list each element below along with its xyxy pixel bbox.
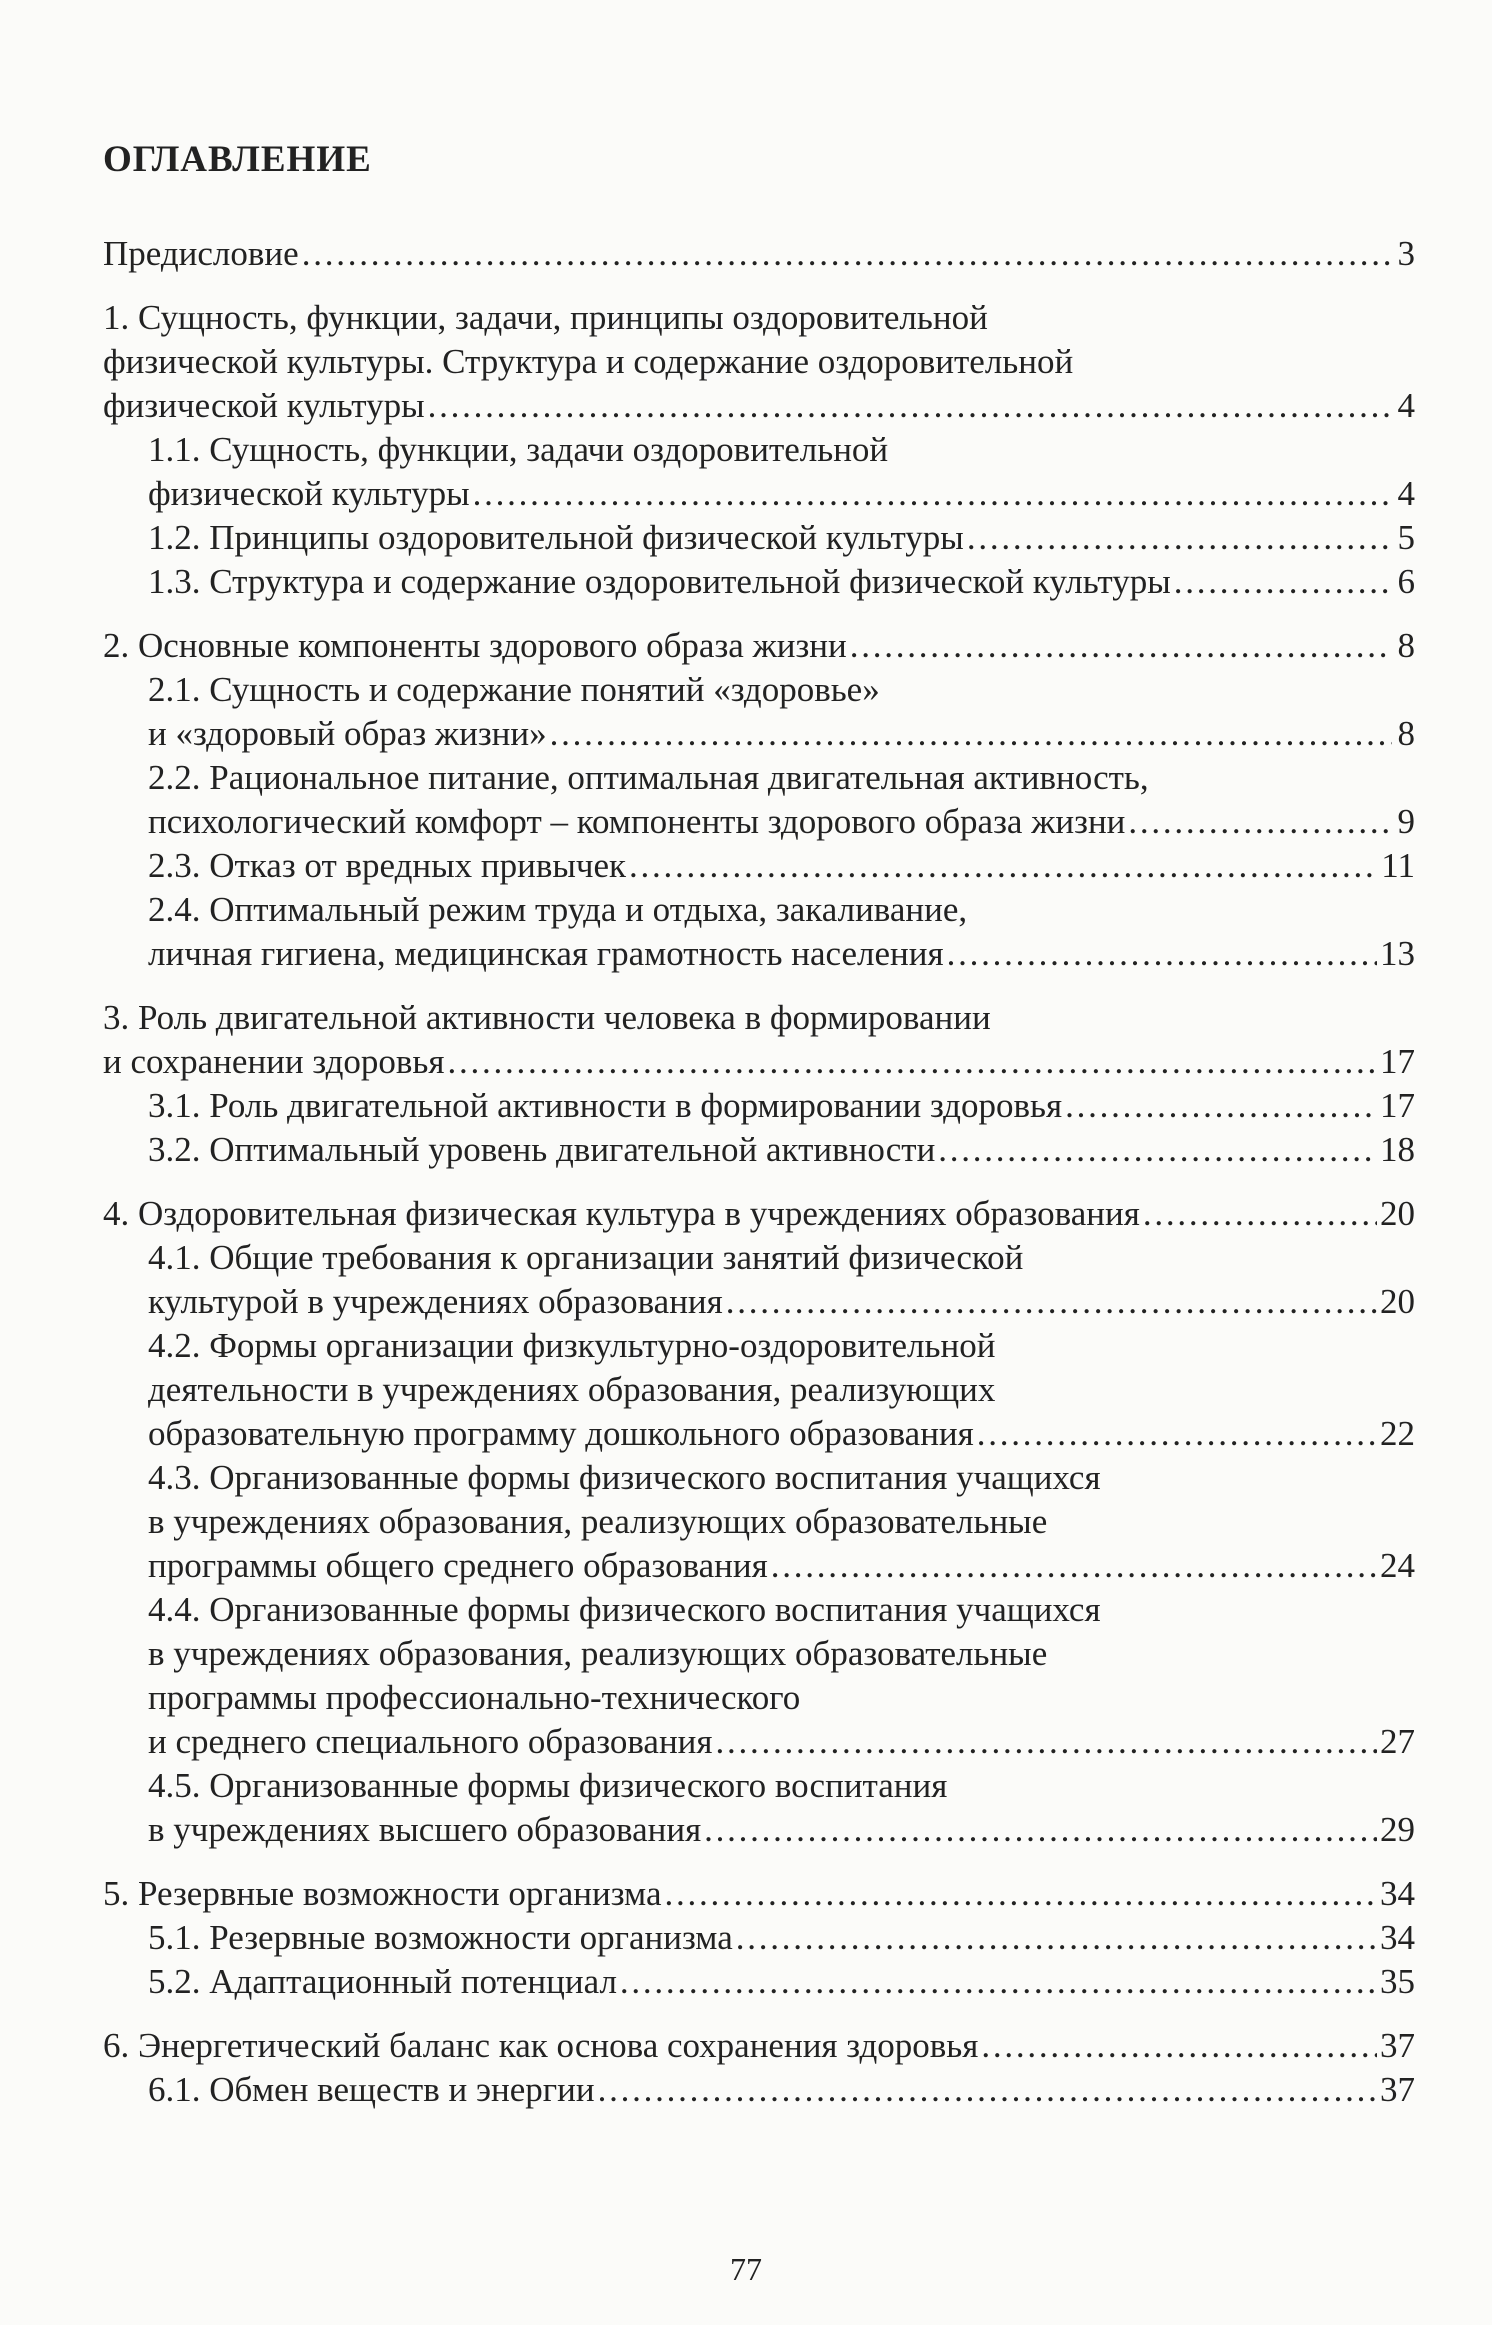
toc-entry-text: Предисловие [103,234,299,273]
toc-entry-text: 3. Роль двигательной активности человека в формировании [103,998,991,1037]
toc-entry-line [103,232,1415,276]
dot-leader [1065,1084,1377,1128]
dot-leader [967,516,1392,560]
toc-entry-text: 5.2. Адаптационный потенциал [148,1962,617,2001]
toc-entry [103,1764,1415,1852]
toc-entry-line [148,560,1415,604]
toc-entry-line [148,1280,1415,1324]
dot-leader [473,472,1392,516]
dot-leader [716,1720,1377,1764]
toc-entry-text: физической культуры [103,386,425,425]
toc-entry-text: 3.2. Оптимальный уровень двигательной активности [148,1130,936,1169]
toc-entry [103,232,1415,276]
toc-entry [103,1456,1415,1588]
toc-page-number: 34 [1380,1918,1415,1957]
toc-entry [103,668,1415,756]
toc-entry-text: 4.4. Организованные формы физического воспитания учащихся [148,1590,1101,1629]
toc-entry [103,1588,1415,1764]
dot-leader [938,1128,1377,1172]
toc-page-number: 9 [1397,802,1415,841]
toc-entry-text: 5.1. Резервные возможности организма [148,1918,733,1957]
toc-entry [103,1192,1415,1236]
toc-page-number: 6 [1397,562,1415,601]
toc-entry-text: программы общего среднего образования [148,1546,768,1585]
toc-entry-text: 1.1. Сущность, функции, задачи оздоровительной [148,430,889,469]
toc-page-number: 29 [1380,1810,1415,1849]
toc-entry-line [148,1916,1415,1960]
toc-entry-line [103,1192,1415,1236]
toc-entry [103,756,1415,844]
toc-entry-text: и «здоровый образ жизни» [148,714,547,753]
toc-entry-text: программы профессионально-технического [148,1678,801,1717]
toc-entry-line [103,384,1415,428]
dot-leader [629,844,1378,888]
toc-entry-line [148,516,1415,560]
toc-entry-text: 6.1. Обмен веществ и энергии [148,2070,595,2109]
toc-entry [103,1084,1415,1128]
dot-leader [704,1808,1377,1852]
toc-entry-line [148,1720,1415,1764]
toc-entry-text: 2.4. Оптимальный режим труда и отдыха, закаливание, [148,890,968,929]
toc-page-number: 11 [1381,846,1415,885]
toc-entry [103,1128,1415,1172]
toc-page-number: 4 [1397,386,1415,425]
toc-entry-line [148,472,1415,516]
toc-entry-text: 1. Сущность, функции, задачи, принципы оздоровительной [103,298,988,337]
toc-page-number: 20 [1380,1282,1415,1321]
toc-entry-text: в учреждениях образования, реализующих образовательные [148,1502,1048,1541]
toc-entry-line [148,1808,1415,1852]
toc-entry [103,624,1415,668]
toc-entry-line [148,2068,1415,2112]
dot-leader [850,624,1392,668]
toc-entry-text: психологический комфорт – компоненты здорового образа жизни [148,802,1126,841]
dot-leader [736,1916,1377,1960]
toc-entry [103,1916,1415,1960]
table-of-contents [103,232,1415,2112]
toc-entry-text: 4.1. Общие требования к организации занятий физической [148,1238,1024,1277]
toc-entry [103,1324,1415,1456]
toc-page-number: 34 [1380,1874,1415,1913]
toc-page-number: 5 [1397,518,1415,557]
toc-page-number: 4 [1397,474,1415,513]
dot-leader [447,1040,1377,1084]
dot-leader [977,1412,1377,1456]
toc-page-number: 18 [1380,1130,1415,1169]
toc-entry-text: и среднего специального образования [148,1722,713,1761]
toc-page-number: 8 [1397,714,1415,753]
toc-entry-text: 4.5. Организованные формы физического воспитания [148,1766,948,1805]
dot-leader [947,932,1377,976]
toc-entry-text: в учреждениях высшего образования [148,1810,702,1849]
dot-leader [771,1544,1377,1588]
toc-entry-text: 4.2. Формы организации физкультурно-оздоровительной [148,1326,996,1365]
toc-entry-text: деятельности в учреждениях образования, реализующих [148,1370,996,1409]
dot-leader [550,712,1392,756]
toc-entry-text: 2.3. Отказ от вредных привычек [148,846,627,885]
toc-page-number: 35 [1380,1962,1415,2001]
toc-entry [103,888,1415,976]
toc-entry-text: 3.1. Роль двигательной активности в формировании здоровья [148,1086,1063,1125]
toc-entry-line [103,624,1415,668]
toc-entry-text: 2.1. Сущность и содержание понятий «здоровье» [148,670,880,709]
toc-entry [103,2068,1415,2112]
toc-entry [103,1960,1415,2004]
toc-entry-text: 4.3. Организованные формы физического воспитания учащихся [148,1458,1101,1497]
toc-entry-line [103,2024,1415,2068]
toc-entry [103,996,1415,1084]
toc-entry [103,1236,1415,1324]
page-title: ОГЛАВЛЕНИЕ [103,139,372,180]
dot-leader [981,2024,1377,2068]
page-number: 77 [730,2251,762,2287]
toc-page-number: 20 [1380,1194,1415,1233]
toc-entry [103,2024,1415,2068]
dot-leader [598,2068,1377,2112]
toc-entry-text: образовательную программу дошкольного образования [148,1414,974,1453]
toc-page-number: 13 [1380,934,1415,973]
toc-entry [103,844,1415,888]
toc-entry-line [148,1412,1415,1456]
toc-entry-text: физической культуры [148,474,470,513]
dot-leader [620,1960,1377,2004]
toc-entry-text: культурой в учреждениях образования [148,1282,723,1321]
dot-leader [428,384,1392,428]
toc-entry-text: физической культуры. Структура и содержание оздоровительной [103,342,1074,381]
toc-entry [103,1872,1415,1916]
dot-leader [726,1280,1377,1324]
toc-entry [103,296,1415,428]
toc-entry-text: 4. Оздоровительная физическая культура в учреждениях образования [103,1194,1140,1233]
toc-entry-line [148,932,1415,976]
toc-entry-line [148,844,1415,888]
toc-entry-text: 1.2. Принципы оздоровительной физической культуры [148,518,964,557]
toc-entry-line [103,1872,1415,1916]
toc-entry-line [148,712,1415,756]
toc-entry-text: 2. Основные компоненты здорового образа жизни [103,626,847,665]
toc-entry-text: в учреждениях образования, реализующих образовательные [148,1634,1048,1673]
toc-page-number: 8 [1397,626,1415,665]
toc-page-number: 17 [1380,1042,1415,1081]
toc-entry-line [148,1544,1415,1588]
dot-leader [302,232,1392,276]
toc-entry-text: 6. Энергетический баланс как основа сохранения здоровья [103,2026,979,2065]
toc-page-number: 17 [1380,1086,1415,1125]
toc-page-number: 37 [1380,2070,1415,2109]
toc-entry-text: личная гигиена, медицинская грамотность населения [148,934,944,973]
toc-entry-line [103,1040,1415,1084]
dot-leader [665,1872,1378,1916]
toc-entry-text: 1.3. Структура и содержание оздоровительной физической культуры [148,562,1171,601]
dot-leader [1143,1192,1377,1236]
dot-leader [1174,560,1392,604]
toc-page-number: 24 [1380,1546,1415,1585]
toc-entry-line [148,1128,1415,1172]
toc-page-number: 37 [1380,2026,1415,2065]
toc-entry-line [148,1960,1415,2004]
toc-entry-line [148,1084,1415,1128]
toc-entry-line [148,800,1415,844]
toc-entry-text: и сохранении здоровья [103,1042,445,1081]
toc-entry [103,516,1415,560]
toc-page-number: 3 [1397,234,1415,273]
toc-entry [103,428,1415,516]
toc-entry-text: 2.2. Рациональное питание, оптимальная двигательная активность, [148,758,1149,797]
toc-entry [103,560,1415,604]
toc-entry-text: 5. Резервные возможности организма [103,1874,662,1913]
toc-page-number: 27 [1380,1722,1415,1761]
toc-page-number: 22 [1380,1414,1415,1453]
dot-leader [1128,800,1392,844]
